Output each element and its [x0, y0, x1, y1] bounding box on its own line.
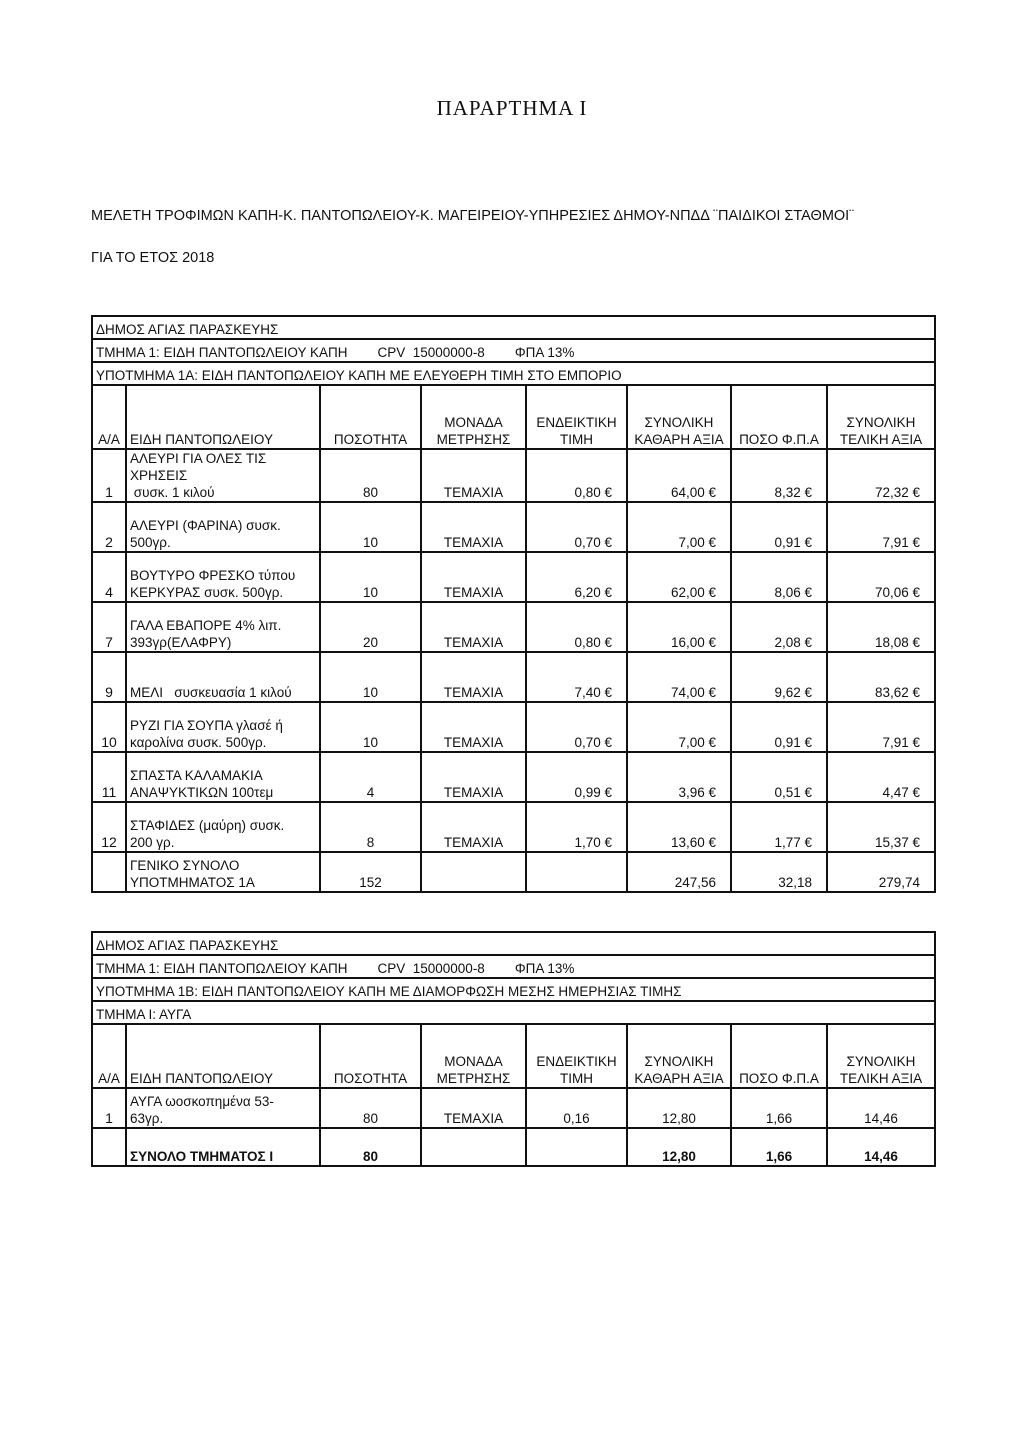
column-header-row [92, 385, 935, 449]
total-net: 12,80 [627, 1128, 731, 1166]
row-vat: 8,06 € [731, 552, 827, 602]
row-net: 3,96 € [627, 752, 731, 802]
row-vat: 1,77 € [731, 802, 827, 852]
table-subsection-1b [91, 931, 936, 1167]
subsection-header: ΥΠΟΤΜΗΜΑ 1Β: ΕΙΔΗ ΠΑΝΤΟΠΩΛΕΙΟΥ ΚΑΠΗ ΜΕ ΔΙΑΜΟΡΦΩΣΗ ΜΕΣΗΣ ΗΜΕΡΗΣΙΑΣ ΤΙΜΗΣ [92, 978, 935, 1001]
row-total: 7,91 € [827, 502, 935, 552]
table-subsection-1a [91, 315, 936, 893]
row-vat: 1,66 [731, 1088, 827, 1128]
col-item: ΕΙΔΗ ΠΑΝΤΟΠΩΛΕΙΟΥ [126, 385, 320, 449]
total-vat: 1,66 [731, 1128, 827, 1166]
col-total: ΣΥΝΟΛΙΚΗ ΤΕΛΙΚΗ ΑΞΙΑ [827, 1024, 935, 1088]
row-price: 0,70 € [526, 702, 627, 752]
row-item: ΑΛΕΥΡΙ (ΦΑΡΙΝΑ) συσκ. 500γρ. [126, 502, 320, 552]
row-total: 14,46 [827, 1088, 935, 1128]
row-qty: 10 [320, 652, 421, 702]
col-price: ΕΝΔΕΙΚΤΙΚΗ ΤΙΜΗ [526, 385, 627, 449]
row-item: ΑΛΕΥΡΙ ΓΙΑ ΟΛΕΣ ΤΙΣ ΧΡΗΣΕΙΣ συσκ. 1 κιλού [126, 449, 320, 502]
row-unit: ΤΕΜΑΧΙΑ [421, 502, 526, 552]
table-total-row [92, 1128, 935, 1166]
row-qty: 10 [320, 502, 421, 552]
row-unit: ΤΕΜΑΧΙΑ [421, 602, 526, 652]
row-qty: 80 [320, 1088, 421, 1128]
total-final: 279,74 [827, 852, 935, 892]
row-net: 74,00 € [627, 652, 731, 702]
row-net: 16,00 € [627, 602, 731, 652]
row-unit: ΤΕΜΑΧΙΑ [421, 1088, 526, 1128]
row-item: ΣΠΑΣΤΑ ΚΑΛΑΜΑΚΙΑ ΑΝΑΨΥΚΤΙΚΩΝ 100τεμ [126, 752, 320, 802]
row-net: 7,00 € [627, 502, 731, 552]
page-title: ΠΑΡΑΡΤΗΜΑ Ι [436, 96, 588, 120]
table-row [92, 702, 935, 752]
table-row [92, 752, 935, 802]
row-price: 0,99 € [526, 752, 627, 802]
row-total: 70,06 € [827, 552, 935, 602]
row-aa: 11 [92, 752, 126, 802]
row-net: 7,00 € [627, 702, 731, 752]
col-total: ΣΥΝΟΛΙΚΗ ΤΕΛΙΚΗ ΑΞΙΑ [827, 385, 935, 449]
table-row [92, 652, 935, 702]
row-price: 7,40 € [526, 652, 627, 702]
row-vat: 0,91 € [731, 702, 827, 752]
row-total: 72,32 € [827, 449, 935, 502]
table-row [92, 502, 935, 552]
total-qty: 80 [320, 1128, 421, 1166]
col-item: ΕΙΔΗ ΠΑΝΤΟΠΩΛΕΙΟΥ [126, 1024, 320, 1088]
row-vat: 9,62 € [731, 652, 827, 702]
col-vat: ΠΟΣΟ Φ.Π.Α [731, 1024, 827, 1088]
row-price: 0,70 € [526, 502, 627, 552]
row-aa: 10 [92, 702, 126, 752]
table-row [92, 802, 935, 852]
row-aa: 12 [92, 802, 126, 852]
row-unit: ΤΕΜΑΧΙΑ [421, 449, 526, 502]
table-total-row [92, 852, 935, 892]
row-total: 15,37 € [827, 802, 935, 852]
row-item: ΜΕΛΙ συσκευασία 1 κιλού [126, 652, 320, 702]
municipality-header: ΔΗΜΟΣ ΑΓΙΑΣ ΠΑΡΑΣΚΕΥΗΣ [92, 316, 935, 339]
row-total: 18,08 € [827, 602, 935, 652]
year-line: ΓΙΑ ΤΟ ΕΤΟΣ 2018 [91, 250, 215, 266]
table-row [92, 552, 935, 602]
col-qty: ΠΟΣΟΤΗΤΑ [320, 1024, 421, 1088]
row-unit: ΤΕΜΑΧΙΑ [421, 702, 526, 752]
row-qty: 20 [320, 602, 421, 652]
row-unit: ΤΕΜΑΧΙΑ [421, 752, 526, 802]
total-label: ΓΕΝΙΚΟ ΣΥΝΟΛΟ ΥΠΟΤΜΗΜΑΤΟΣ 1Α [126, 852, 320, 892]
row-total: 7,91 € [827, 702, 935, 752]
row-price: 1,70 € [526, 802, 627, 852]
col-unit: ΜΟΝΑΔΑ ΜΕΤΡΗΣΗΣ [421, 385, 526, 449]
row-qty: 10 [320, 702, 421, 752]
row-aa: 4 [92, 552, 126, 602]
row-price: 0,80 € [526, 449, 627, 502]
table-row [92, 449, 935, 502]
row-qty: 10 [320, 552, 421, 602]
column-header-row [92, 1024, 935, 1088]
total-vat: 32,18 [731, 852, 827, 892]
row-total: 4,47 € [827, 752, 935, 802]
row-net: 64,00 € [627, 449, 731, 502]
row-unit: ΤΕΜΑΧΙΑ [421, 802, 526, 852]
row-item: ΑΥΓΑ ωοσκοπημένα 53- 63γρ. [126, 1088, 320, 1128]
col-unit: ΜΟΝΑΔΑ ΜΕΤΡΗΣΗΣ [421, 1024, 526, 1088]
total-net: 247,56 [627, 852, 731, 892]
col-vat: ΠΟΣΟ Φ.Π.Α [731, 385, 827, 449]
row-item: ΡΥΖΙ ΓΙΑ ΣΟΥΠΑ γλασέ ή καρολίνα συσκ. 500γρ. [126, 702, 320, 752]
section-header: ΤΜΗΜΑ 1: ΕΙΔΗ ΠΑΝΤΟΠΩΛΕΙΟΥ ΚΑΠΗ CPV 15000000-8 ΦΠΑ 13% [92, 955, 935, 978]
table-row [92, 602, 935, 652]
row-qty: 4 [320, 752, 421, 802]
col-aa: Α/Α [92, 1024, 126, 1088]
row-price: 0,16 [526, 1088, 627, 1128]
row-vat: 0,91 € [731, 502, 827, 552]
row-item: ΒΟΥΤΥΡΟ ΦΡΕΣΚΟ τύπου ΚΕΡΚΥΡΑΣ συσκ. 500γρ. [126, 552, 320, 602]
row-net: 62,00 € [627, 552, 731, 602]
row-unit: ΤΕΜΑΧΙΑ [421, 652, 526, 702]
col-price: ΕΝΔΕΙΚΤΙΚΗ ΤΙΜΗ [526, 1024, 627, 1088]
row-vat: 0,51 € [731, 752, 827, 802]
part-header: ΤΜΗΜΑ Ι: ΑΥΓΑ [92, 1001, 935, 1024]
total-label: ΣΥΝΟΛΟ ΤΜΗΜΑΤΟΣ Ι [126, 1128, 320, 1166]
row-item: ΓΑΛΑ ΕΒΑΠΟΡΕ 4% λιπ. 393γρ(ΕΛΑΦΡΥ) [126, 602, 320, 652]
row-total: 83,62 € [827, 652, 935, 702]
row-vat: 2,08 € [731, 602, 827, 652]
row-qty: 80 [320, 449, 421, 502]
section-header: ΤΜΗΜΑ 1: ΕΙΔΗ ΠΑΝΤΟΠΩΛΕΙΟΥ ΚΑΠΗ CPV 15000000-8 ΦΠΑ 13% [92, 339, 935, 362]
col-aa: Α/Α [92, 385, 126, 449]
col-net: ΣΥΝΟΛΙΚΗ ΚΑΘΑΡΗ ΑΞΙΑ [627, 385, 731, 449]
table-row [92, 1088, 935, 1128]
row-price: 6,20 € [526, 552, 627, 602]
row-qty: 8 [320, 802, 421, 852]
row-net: 13,60 € [627, 802, 731, 852]
row-net: 12,80 [627, 1088, 731, 1128]
total-final: 14,46 [827, 1128, 935, 1166]
col-net: ΣΥΝΟΛΙΚΗ ΚΑΘΑΡΗ ΑΞΙΑ [627, 1024, 731, 1088]
row-item: ΣΤΑΦΙΔΕΣ (μαύρη) συσκ. 200 γρ. [126, 802, 320, 852]
row-aa: 1 [92, 1088, 126, 1128]
row-unit: ΤΕΜΑΧΙΑ [421, 552, 526, 602]
col-qty: ΠΟΣΟΤΗΤΑ [320, 385, 421, 449]
row-aa: 7 [92, 602, 126, 652]
row-aa: 1 [92, 449, 126, 502]
row-aa: 2 [92, 502, 126, 552]
total-qty: 152 [320, 852, 421, 892]
row-price: 0,80 € [526, 602, 627, 652]
row-aa: 9 [92, 652, 126, 702]
subsection-header: ΥΠΟΤΜΗΜΑ 1Α: ΕΙΔΗ ΠΑΝΤΟΠΩΛΕΙΟΥ ΚΑΠΗ ΜΕ ΕΛΕΥΘΕΡΗ ΤΙΜΗ ΣΤΟ ΕΜΠΟΡΙΟ [92, 362, 935, 385]
municipality-header: ΔΗΜΟΣ ΑΓΙΑΣ ΠΑΡΑΣΚΕΥΗΣ [92, 932, 935, 955]
study-subtitle: ΜΕΛΕΤΗ ΤΡΟΦΙΜΩΝ ΚΑΠΗ-Κ. ΠΑΝΤΟΠΩΛΕΙΟΥ-Κ. ΜΑΓΕΙΡΕΙΟΥ-ΥΠΗΡΕΣΙΕΣ ΔΗΜΟΥ-ΝΠΔΔ ¨ΠΑΙΔΙΚΟΙ ΣΤΑΘΜΟΙ¨ [91, 208, 855, 224]
row-vat: 8,32 € [731, 449, 827, 502]
